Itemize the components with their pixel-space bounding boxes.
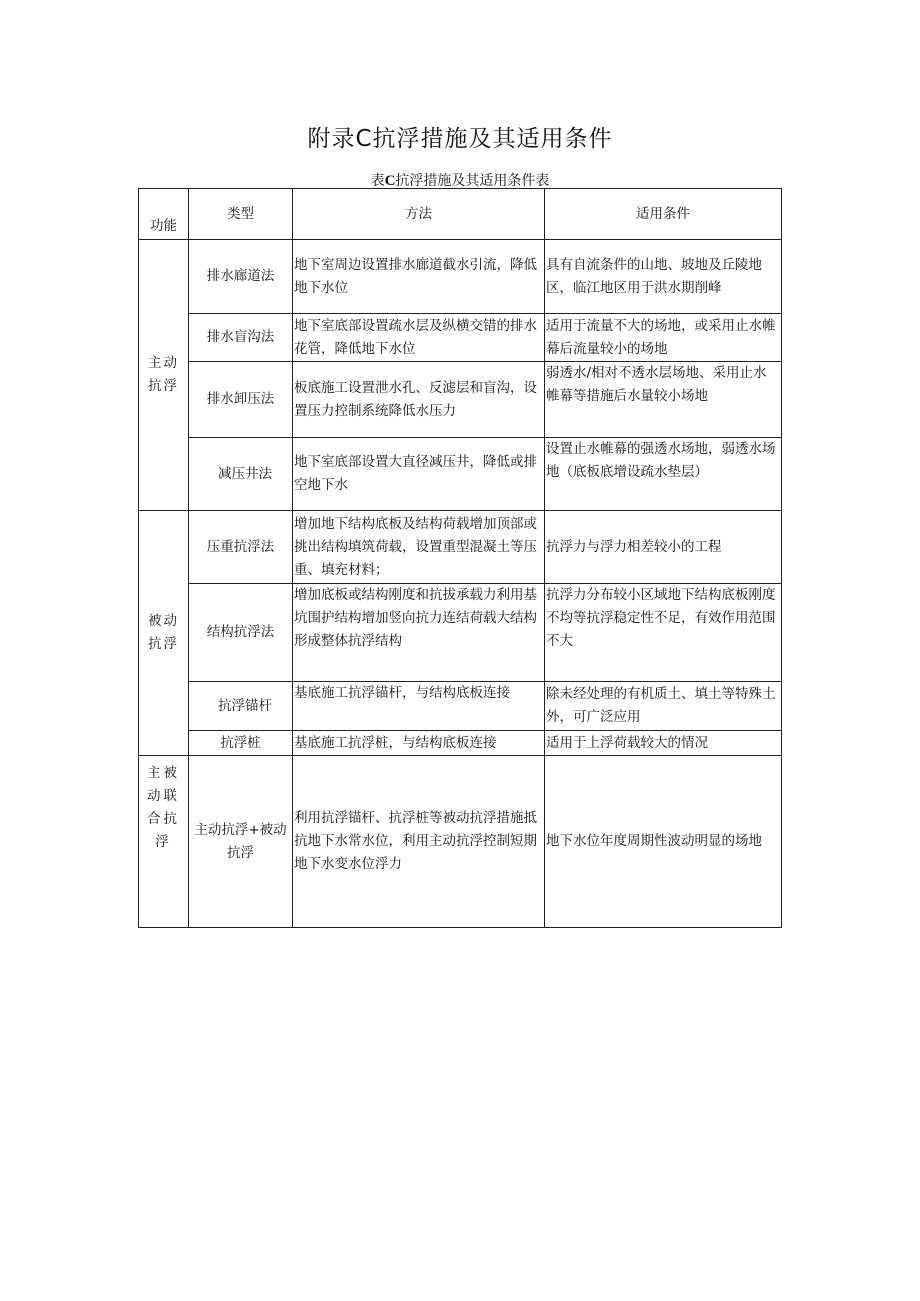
type-cell: 结构抗浮法: [189, 584, 293, 682]
type-cell: 排水廊道法: [189, 240, 293, 314]
condition-cell: 适用于流量不大的场地，或采用止水帷幕后流量较小的场地: [545, 314, 782, 362]
function-cell: [139, 240, 189, 511]
header-type: 类型: [189, 189, 293, 240]
type-cell: 抗浮锚杆: [189, 682, 293, 731]
condition-cell: 弱透水/相对不透水层场地、采用止水帷幕等措施后水量较小场地: [545, 362, 782, 438]
table-row: [139, 511, 782, 584]
function-cell: [139, 756, 189, 928]
method-cell: 地下室底部设置疏水层及纵横交错的排水花管，降低地下水位: [293, 314, 545, 362]
table-row: [139, 438, 782, 511]
header-row: [139, 189, 782, 240]
condition-cell: 抗浮力分布较小区域地下结构底板刚度不均等抗浮稳定性不足，有效作用范围不大: [545, 584, 782, 682]
condition-cell: 抗浮力与浮力相差较小的工程: [545, 511, 782, 584]
function-label: 主动抗浮: [148, 355, 179, 394]
caption-prefix: 表: [370, 173, 385, 189]
table-row: [139, 240, 782, 314]
table-row: [139, 756, 782, 928]
header-function: 功能: [139, 189, 189, 240]
caption-text: 抗浮措施及其适用条件表: [395, 173, 550, 189]
condition-cell: 适用于上浮荷载较大的情况: [545, 731, 782, 756]
page-title: 附录C抗浮措施及其适用条件: [307, 126, 613, 152]
condition-cell: 设置止水帷幕的强透水场地，弱透水场地（底板底增设疏水垫层）: [545, 438, 782, 511]
table-row: [139, 362, 782, 438]
type-cell: 抗浮桩: [189, 731, 293, 756]
table-row: [139, 584, 782, 682]
measures-table: [138, 188, 782, 928]
function-label: 被动抗浮: [148, 613, 179, 652]
method-cell: 地下室周边设置排水廊道截水引流，降低地下水位: [293, 240, 545, 314]
method-cell: 基底施工抗浮桩，与结构底板连接: [293, 731, 545, 756]
method-cell: 增加底板或结构刚度和抗拔承载力利用基坑围护结构增加竖向抗力连结荷载大结构形成整体抗浮结构: [293, 584, 545, 682]
condition-cell: 具有自流条件的山地、坡地及丘陵地区，临江地区用于洪水期削峰: [545, 240, 782, 314]
type-cell: 排水盲沟法: [189, 314, 293, 362]
condition-cell: 除未经处理的有机质土、填土等特殊土外，可广泛应用: [545, 682, 782, 731]
method-cell: 地下室底部设置大直径减压井，降低或排空地下水: [293, 438, 545, 511]
method-cell: 板底施工设置泄水孔、反滤层和盲沟，设置压力控制系统降低水压力: [293, 362, 545, 438]
method-cell: 利用抗浮锚杆、抗浮桩等被动抗浮措施抵抗地下水常水位，利用主动抗浮控制短期地下水变水位浮力: [293, 756, 545, 928]
condition-cell: 地下水位年度周期性波动明显的场地: [545, 756, 782, 928]
method-cell: 增加地下结构底板及结构荷载增加顶部或挑出结构填筑荷载，设置重型混凝土等压重、填充材料；: [293, 511, 545, 584]
table-row: [139, 314, 782, 362]
caption-code: C: [384, 173, 396, 189]
method-cell: 基底施工抗浮锚杆，与结构底板连接: [293, 682, 545, 731]
type-cell: 排水卸压法: [189, 362, 293, 438]
table-row: [139, 682, 782, 731]
type-cell: 压重抗浮法: [189, 511, 293, 584]
header-condition: 适用条件: [545, 189, 782, 240]
type-cell: 减压井法: [189, 438, 293, 511]
function-label: 主被动联合抗浮: [147, 765, 180, 850]
type-cell: 主动抗浮+被动抗浮: [189, 756, 293, 928]
function-cell: [139, 511, 189, 756]
table-row: [139, 731, 782, 756]
header-method: 方法: [293, 189, 545, 240]
table-caption: [0, 170, 920, 190]
